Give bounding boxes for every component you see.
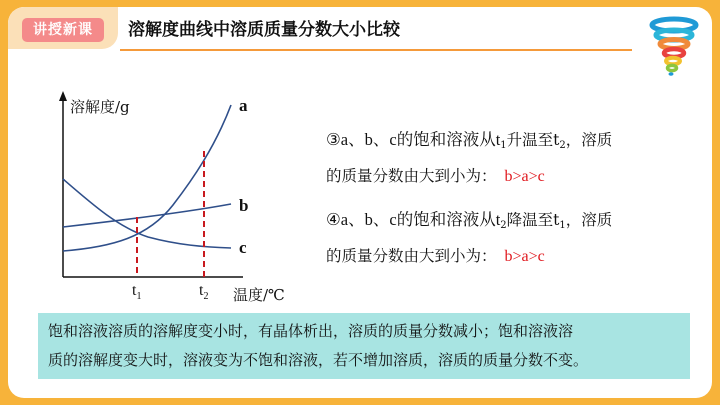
solubility-graph [43,87,333,317]
curve-c-label: c [239,238,247,257]
x-axis-label: 温度/℃ [233,286,285,304]
statement-4-answer: b>a>c [504,248,545,265]
curve-b-label: b [239,196,249,215]
curve-c [63,179,231,248]
page-title: 溶解度曲线中溶质质量分数大小比较 [128,20,400,40]
statement-3-line-1: ③a、b、c的饱和溶液从$t_1$升温至$t_2$，溶质 [326,130,613,151]
slide [8,7,712,398]
spiral-tornado-logo-icon [648,15,700,79]
curve-b [63,204,231,227]
tick-t2-label: $t_2$ [199,282,209,302]
statement-3-line-2: 的质量分数由大到小为： b>a>c [326,167,545,185]
statement-4 [326,205,612,272]
statement-3 [326,125,612,192]
title-underline [120,49,632,51]
y-axis-arrow [59,91,67,101]
statement-4-line-1: ④a、b、c的饱和溶液从$t_2$降温至$t_1$，溶质 [326,210,613,231]
statement-4-line-2: 的质量分数由大到小为： b>a>c [326,247,545,265]
statement-3-answer: b>a>c [504,168,545,185]
summary-note [38,313,690,379]
curve-a-label: a [239,96,248,115]
section-badge: 讲授新课 [22,18,104,42]
curve-a [63,105,231,251]
tick-t2-subscript: 2 [203,291,209,302]
summary-note-line-2: 质的溶解度变大时，溶液变为不饱和溶液，若不增加溶质，溶质的质量分数不变。 [48,351,589,369]
summary-note-line-1: 饱和溶液溶质的溶解度变小时，有晶体析出，溶质的质量分数减小；饱和溶液溶 [48,322,574,340]
y-axis-label: 溶解度/g [70,98,130,116]
tick-t1-label: $t_1$ [132,282,142,302]
tick-t1-subscript: 1 [136,291,142,302]
